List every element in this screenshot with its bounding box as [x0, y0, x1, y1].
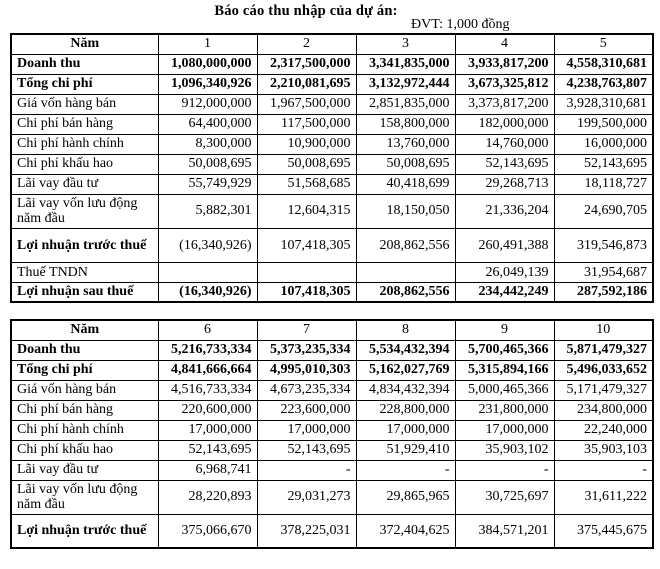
cell-value	[356, 262, 455, 282]
cell-value: 4,516,733,334	[158, 380, 257, 400]
page-title: Báo cáo thu nhập của dự án:	[214, 3, 398, 19]
cell-value: 50,008,695	[257, 154, 356, 174]
row-label: Lãi vay đầu tư	[11, 460, 158, 480]
cell-value: 5,496,033,652	[554, 360, 653, 380]
cell-value: 1,967,500,000	[257, 94, 356, 114]
cell-value: 29,865,965	[356, 480, 455, 514]
cell-value: 378,225,031	[257, 514, 356, 548]
cell-value: 5,882,301	[158, 194, 257, 228]
cell-value: 52,143,695	[554, 154, 653, 174]
cell-value: 31,954,687	[554, 262, 653, 282]
cell-value: 4,238,763,807	[554, 74, 653, 94]
year-column-header: 10	[554, 320, 653, 340]
cell-value: 18,118,727	[554, 174, 653, 194]
cell-value: 182,000,000	[455, 114, 554, 134]
cell-value: 50,008,695	[356, 154, 455, 174]
cell-value: 14,760,000	[455, 134, 554, 154]
cell-value: 5,373,235,334	[257, 340, 356, 360]
cell-value: 4,841,666,664	[158, 360, 257, 380]
cell-value	[158, 262, 257, 282]
cell-value: 18,150,050	[356, 194, 455, 228]
cell-value: 375,066,670	[158, 514, 257, 548]
cell-value: 208,862,556	[356, 228, 455, 262]
year-column-header: 4	[455, 34, 554, 54]
table-row	[11, 480, 653, 514]
table-row	[11, 514, 653, 548]
cell-value: 40,418,699	[356, 174, 455, 194]
row-label: Lợi nhuận trước thuế	[11, 228, 158, 262]
cell-value: 2,210,081,695	[257, 74, 356, 94]
cell-value: (16,340,926)	[158, 282, 257, 302]
row-label: Chi phí khấu hao	[11, 154, 158, 174]
row-label: Lãi vay đầu tư	[11, 174, 158, 194]
table-row	[11, 114, 653, 134]
cell-value: 4,673,235,334	[257, 380, 356, 400]
cell-value: (16,340,926)	[158, 228, 257, 262]
cell-value: 3,933,817,200	[455, 54, 554, 74]
cell-value: 199,500,000	[554, 114, 653, 134]
cell-value: 10,900,000	[257, 134, 356, 154]
row-label: Lợi nhuận sau thuế	[11, 282, 158, 302]
cell-value: 1,080,000,000	[158, 54, 257, 74]
year-header-label: Năm	[11, 34, 158, 54]
cell-value: 372,404,625	[356, 514, 455, 548]
cell-value: 52,143,695	[257, 440, 356, 460]
table-row	[11, 282, 653, 302]
cell-value: 4,558,310,681	[554, 54, 653, 74]
cell-value: 234,442,249	[455, 282, 554, 302]
cell-value: 17,000,000	[455, 420, 554, 440]
cell-value: 51,568,685	[257, 174, 356, 194]
table-row	[11, 460, 653, 480]
cell-value: 51,929,410	[356, 440, 455, 460]
year-column-header: 7	[257, 320, 356, 340]
year-column-header: 9	[455, 320, 554, 340]
cell-value: 35,903,103	[554, 440, 653, 460]
cell-value: 12,604,315	[257, 194, 356, 228]
cell-value: 22,240,000	[554, 420, 653, 440]
cell-value: 5,216,733,334	[158, 340, 257, 360]
row-label: Chi phí bán hàng	[11, 114, 158, 134]
table-row	[11, 420, 653, 440]
unit-note: ĐVT: 1,000 đồng	[411, 17, 510, 32]
cell-value: 107,418,305	[257, 282, 356, 302]
cell-value: 31,611,222	[554, 480, 653, 514]
cell-value: 5,871,479,327	[554, 340, 653, 360]
row-label: Thuế TNDN	[11, 262, 158, 282]
year-column-header: 3	[356, 34, 455, 54]
row-label: Chi phí bán hàng	[11, 400, 158, 420]
cell-value: 17,000,000	[257, 420, 356, 440]
cell-value: 21,336,204	[455, 194, 554, 228]
cell-value: 2,317,500,000	[257, 54, 356, 74]
row-label: Giá vốn hàng bán	[11, 94, 158, 114]
cell-value: 2,851,835,000	[356, 94, 455, 114]
cell-value: 117,500,000	[257, 114, 356, 134]
row-label: Tổng chi phí	[11, 74, 158, 94]
table-row	[11, 380, 653, 400]
cell-value: -	[554, 460, 653, 480]
cell-value: 228,800,000	[356, 400, 455, 420]
cell-value: 30,725,697	[455, 480, 554, 514]
cell-value: 55,749,929	[158, 174, 257, 194]
cell-value: 52,143,695	[455, 154, 554, 174]
cell-value: 5,534,432,394	[356, 340, 455, 360]
table-row	[11, 228, 653, 262]
row-label: Chi phí hành chính	[11, 420, 158, 440]
cell-value: 234,800,000	[554, 400, 653, 420]
cell-value: 5,700,465,366	[455, 340, 554, 360]
year-column-header: 8	[356, 320, 455, 340]
cell-value: 8,300,000	[158, 134, 257, 154]
table-header-row	[11, 320, 653, 340]
cell-value: 24,690,705	[554, 194, 653, 228]
row-label: Chi phí hành chính	[11, 134, 158, 154]
cell-value: 208,862,556	[356, 282, 455, 302]
cell-value: 28,220,893	[158, 480, 257, 514]
cell-value: 16,000,000	[554, 134, 653, 154]
cell-value: 6,968,741	[158, 460, 257, 480]
cell-value: 13,760,000	[356, 134, 455, 154]
cell-value: 35,903,102	[455, 440, 554, 460]
cell-value: 5,000,465,366	[455, 380, 554, 400]
table-row	[11, 134, 653, 154]
cell-value: 375,445,675	[554, 514, 653, 548]
row-label: Doanh thu	[11, 340, 158, 360]
cell-value: 223,600,000	[257, 400, 356, 420]
cell-value: 4,834,432,394	[356, 380, 455, 400]
cell-value: 158,800,000	[356, 114, 455, 134]
cell-value: 17,000,000	[158, 420, 257, 440]
cell-value: -	[257, 460, 356, 480]
cell-value: 5,162,027,769	[356, 360, 455, 380]
row-label: Lãi vay vốn lưu động năm đầu	[11, 480, 158, 514]
table-header-row	[11, 34, 653, 54]
income-table-years-6-10	[10, 319, 654, 549]
cell-value: 3,132,972,444	[356, 74, 455, 94]
year-column-header: 2	[257, 34, 356, 54]
cell-value: 29,031,273	[257, 480, 356, 514]
table-row	[11, 360, 653, 380]
income-table-years-1-5	[10, 33, 654, 303]
row-label: Lợi nhuận trước thuế	[11, 514, 158, 548]
cell-value: 231,800,000	[455, 400, 554, 420]
table-row	[11, 74, 653, 94]
year-column-header: 5	[554, 34, 653, 54]
cell-value: 912,000,000	[158, 94, 257, 114]
table-row	[11, 440, 653, 460]
cell-value: 260,491,388	[455, 228, 554, 262]
cell-value: -	[356, 460, 455, 480]
table-row	[11, 194, 653, 228]
row-label: Lãi vay vốn lưu động năm đầu	[11, 194, 158, 228]
cell-value: 3,373,817,200	[455, 94, 554, 114]
row-label: Tổng chi phí	[11, 360, 158, 380]
cell-value: 52,143,695	[158, 440, 257, 460]
cell-value: 319,546,873	[554, 228, 653, 262]
cell-value: 17,000,000	[356, 420, 455, 440]
year-column-header: 1	[158, 34, 257, 54]
table-row	[11, 154, 653, 174]
cell-value: 5,315,894,166	[455, 360, 554, 380]
table-row	[11, 174, 653, 194]
cell-value: 3,928,310,681	[554, 94, 653, 114]
cell-value	[257, 262, 356, 282]
cell-value: 287,592,186	[554, 282, 653, 302]
cell-value: 220,600,000	[158, 400, 257, 420]
cell-value: 4,995,010,303	[257, 360, 356, 380]
table-row	[11, 262, 653, 282]
table-row	[11, 400, 653, 420]
table-row	[11, 54, 653, 74]
row-label: Giá vốn hàng bán	[11, 380, 158, 400]
cell-value: 384,571,201	[455, 514, 554, 548]
row-label: Chi phí khấu hao	[11, 440, 158, 460]
cell-value: 3,341,835,000	[356, 54, 455, 74]
row-label: Doanh thu	[11, 54, 158, 74]
cell-value: 5,171,479,327	[554, 380, 653, 400]
cell-value: 107,418,305	[257, 228, 356, 262]
table-row	[11, 340, 653, 360]
year-header-label: Năm	[11, 320, 158, 340]
cell-value: 3,673,325,812	[455, 74, 554, 94]
cell-value: 29,268,713	[455, 174, 554, 194]
cell-value: 26,049,139	[455, 262, 554, 282]
year-column-header: 6	[158, 320, 257, 340]
cell-value: -	[455, 460, 554, 480]
table-row	[11, 94, 653, 114]
cell-value: 50,008,695	[158, 154, 257, 174]
cell-value: 64,400,000	[158, 114, 257, 134]
cell-value: 1,096,340,926	[158, 74, 257, 94]
